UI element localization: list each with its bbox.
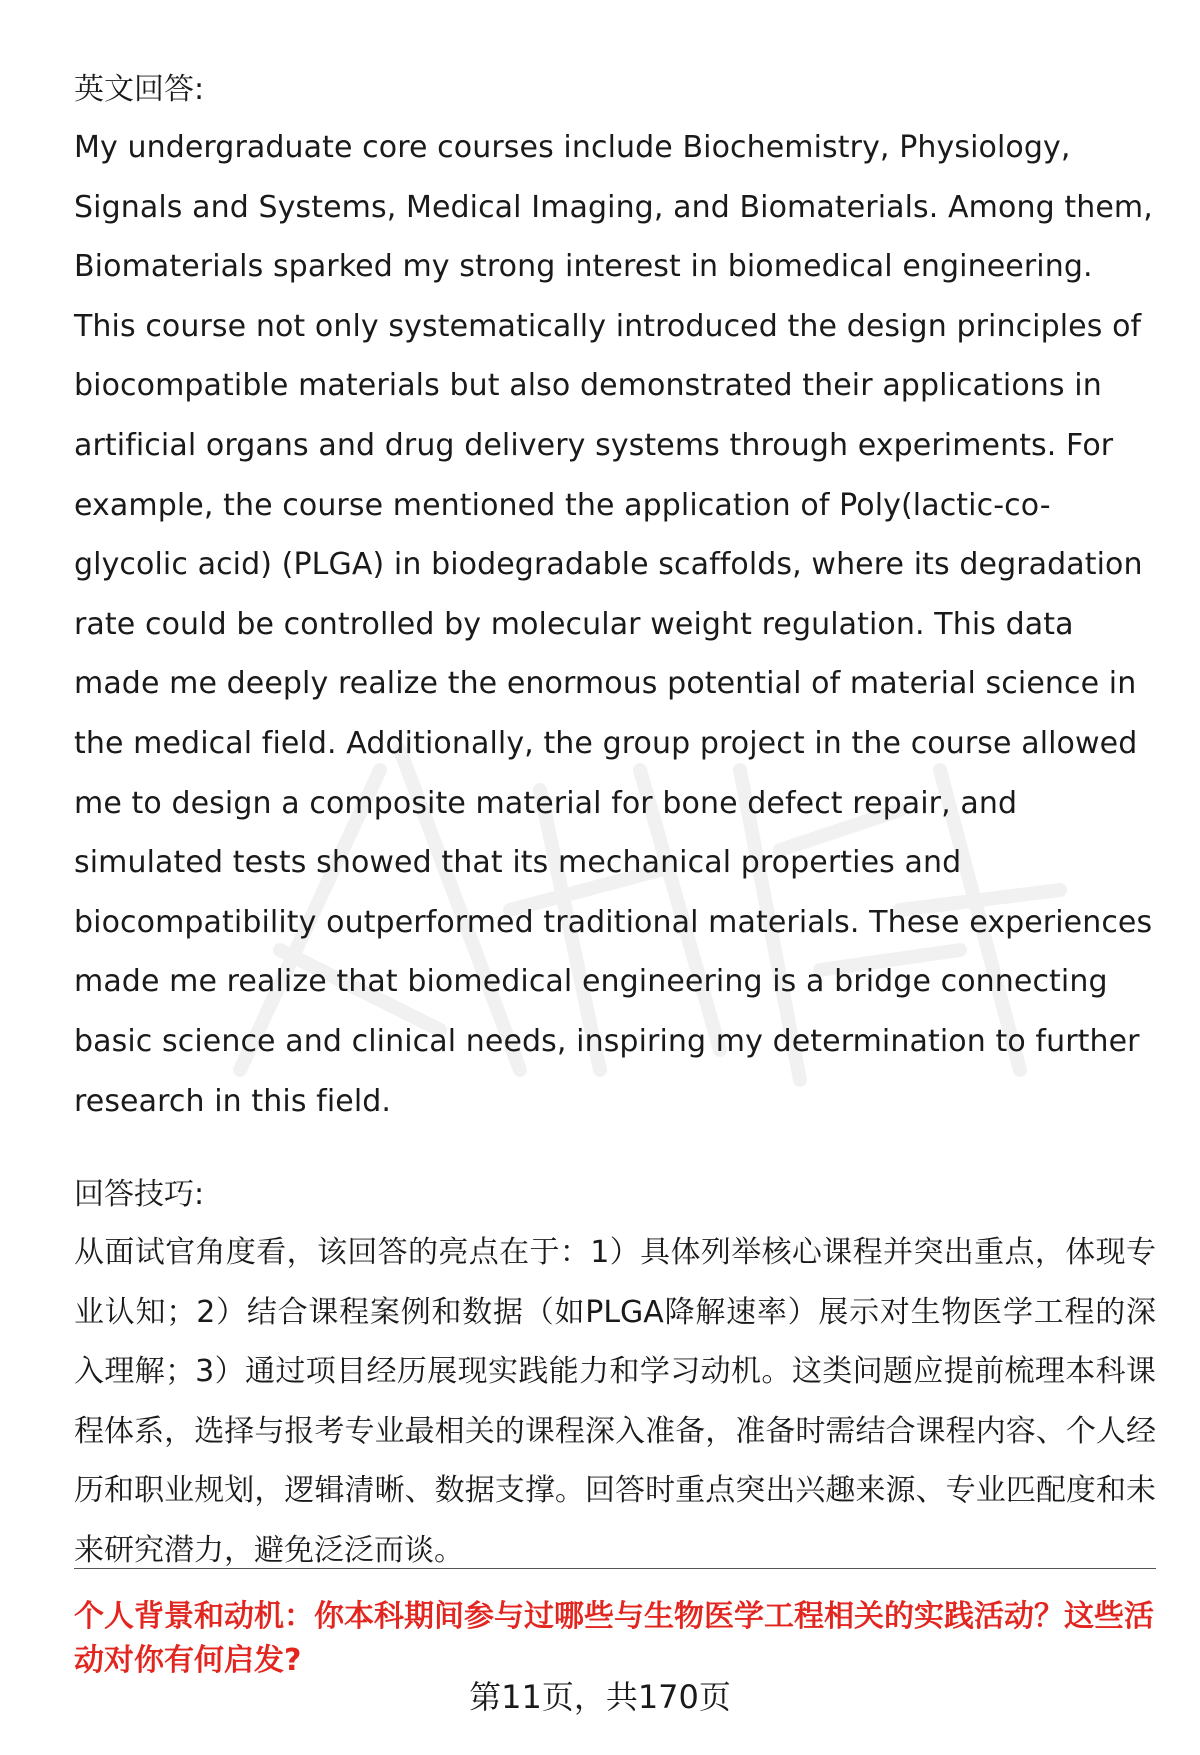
english-answer-text: My undergraduate core courses include Biochemistry, Physiology, Signals and Systems, Medical Imaging, and Biomaterials. Among them, Biomaterials sparked my strong interest in biomedical engineering. This course not only systematically introduced the design principles of biocompatible materials but also demonstrated their applications in artificial organs and drug delivery systems through experiments. For example, the course mentioned the application of Poly(lactic-co-glycolic acid) (PLGA) in biodegradable scaffolds, where its degradation rate could be controlled by molecular weight regulation. This data made me deeply realize the enormous potential of material science in the medical field. Additionally, the group project in the course allowed me to design a composite material for bone defect repair, and simulated tests showed that its mechanical properties and biocompatibility outperformed traditional materials. These experiences made me realize that biomedical engineering is a bridge connecting basic science and clinical needs, inspiring my determination to further research in this field.: [74, 130, 1153, 1119]
answer-tips-label: 回答技巧:: [74, 1177, 205, 1213]
english-answer-label: 英文回答:: [74, 72, 205, 107]
next-question-heading: 个人背景和动机：你本科期间参与过哪些与生物医学工程相关的实践活动？这些活动对你有何启发?: [74, 1599, 1154, 1678]
page-number: 第11页，共170页: [469, 1678, 731, 1716]
document-page: [74, 62, 1156, 1580]
answer-tips-text: 从面试官角度看，该回答的亮点在于：1）具体列举核心课程并突出重点，体现专业认知；2）结合课程案例和数据（如PLGA降解速率）展示对生物医学工程的深入理解；3）通过项目经历展现实践能力和学习动机。这类问题应提前梳理本科课程体系，选择与报考专业最相关的课程深入准备，准备时需结合课程内容、个人经历和职业规划，逻辑清晰、数据支撑。回答时重点突出兴趣来源、专业匹配度和未来研究潜力，避免泛泛而谈。: [74, 1235, 1156, 1568]
section-divider: [74, 1568, 1156, 1569]
